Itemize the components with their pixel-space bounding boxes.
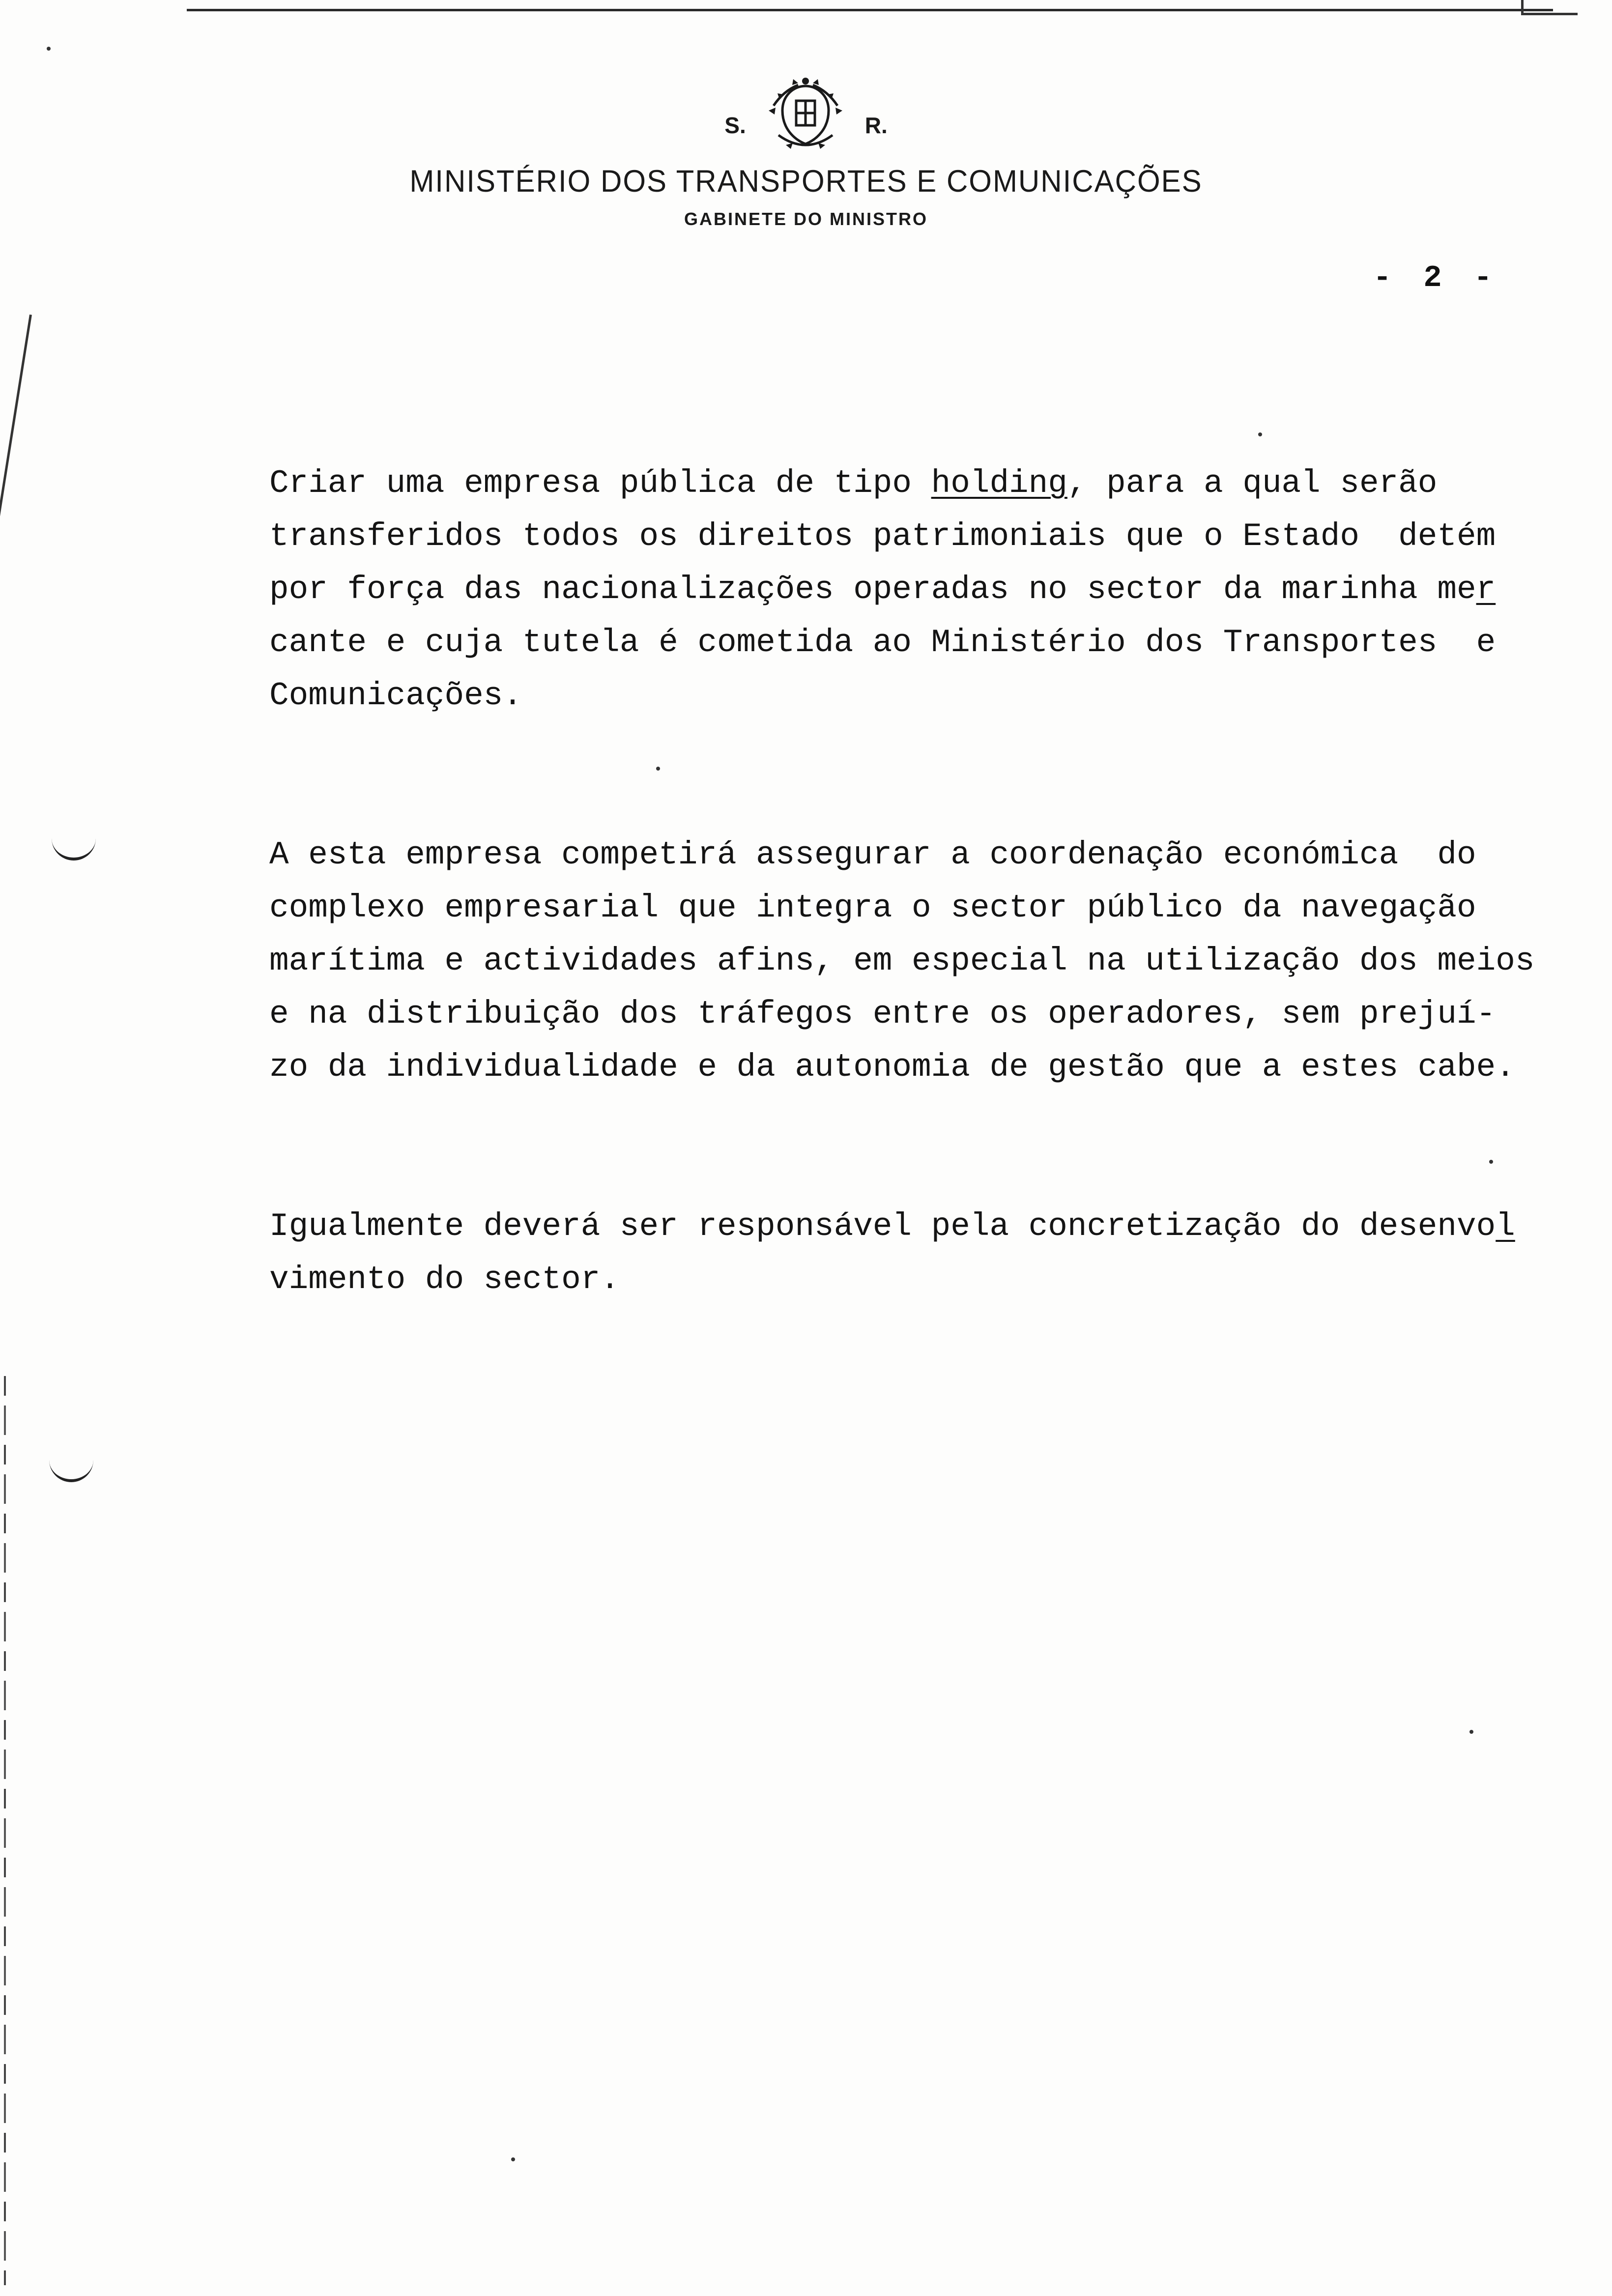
emblem-letter-r: R. <box>864 113 888 138</box>
scan-speck <box>47 47 51 51</box>
paragraph-1 <box>269 457 1586 722</box>
line-text: Igualmente deverá ser responsável pela concretização do desenvo <box>269 1208 1496 1245</box>
line-text: marítima e actividades afins, em especial na utilização dos meios <box>269 943 1535 979</box>
underlined-text: r <box>1476 571 1496 608</box>
text-line <box>269 669 1586 722</box>
emblem-letter-s: S. <box>724 113 746 138</box>
line-text: zo da individualidade e da autonomia de gestão que a estes cabe. <box>269 1049 1515 1086</box>
cabinet-subtitle: GABINETE DO MINISTRO <box>684 209 928 229</box>
punch-hole-mark <box>49 1450 93 1482</box>
text-line <box>269 882 1586 935</box>
line-text: , para a qual serão <box>1067 465 1438 502</box>
text-line <box>269 510 1586 563</box>
line-text: vimento do sector. <box>269 1261 620 1298</box>
scan-speck <box>1469 1730 1473 1734</box>
punch-hole-mark <box>52 828 96 861</box>
scan-corner-mark <box>1521 0 1578 15</box>
text-line <box>269 935 1586 988</box>
text-line <box>269 1253 1586 1306</box>
line-text: Criar uma empresa pública de tipo <box>269 465 931 502</box>
scan-top-rule <box>187 9 1553 11</box>
paragraph-3 <box>269 1200 1586 1306</box>
line-text: por força das nacionalizações operadas no sector da marinha me <box>269 571 1476 608</box>
text-line <box>269 829 1586 882</box>
scan-speck <box>511 2157 515 2161</box>
ministry-title: MINISTÉRIO DOS TRANSPORTES E COMUNICAÇÕES <box>409 164 1203 199</box>
line-text: Comunicações. <box>269 677 522 714</box>
underlined-text: l <box>1496 1208 1515 1245</box>
republic-coat-of-arms-icon <box>764 76 847 155</box>
text-line <box>269 1200 1586 1253</box>
underlined-text: holding <box>931 465 1067 502</box>
emblem-row <box>0 74 1612 157</box>
scan-left-edge <box>4 1376 6 2285</box>
text-line <box>269 563 1586 616</box>
line-text: cante e cuja tutela é cometida ao Ministério dos Transportes e <box>269 624 1496 661</box>
paragraph-2 <box>269 829 1586 1094</box>
text-line <box>269 457 1586 510</box>
text-line <box>269 988 1586 1041</box>
line-text: transferidos todos os direitos patrimoniais que o Estado detém <box>269 518 1496 555</box>
letterhead <box>0 74 1612 230</box>
scan-fold-line <box>0 315 32 859</box>
scan-speck <box>1258 432 1262 436</box>
line-text: A esta empresa competirá assegurar a coordenação económica do <box>269 836 1476 873</box>
line-text: e na distribuição dos tráfegos entre os operadores, sem prejuí- <box>269 996 1496 1033</box>
text-line <box>269 616 1586 669</box>
body-text <box>269 457 1586 1412</box>
line-text: complexo empresarial que integra o sector público da navegação <box>269 890 1476 926</box>
text-line <box>269 1041 1586 1094</box>
page-number: - 2 - <box>1373 260 1499 295</box>
